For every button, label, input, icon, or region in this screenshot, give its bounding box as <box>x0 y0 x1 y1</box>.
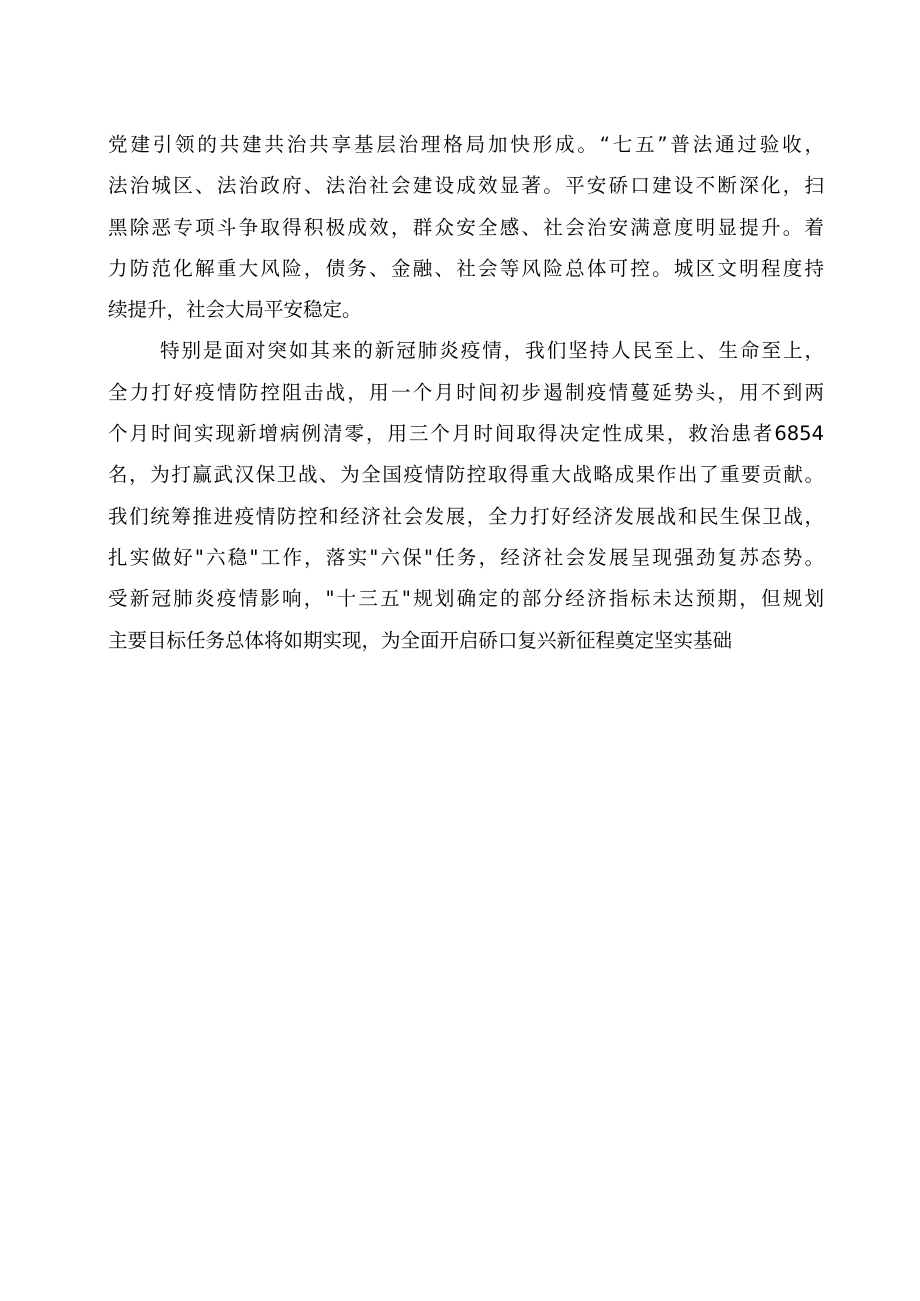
paragraph-2 <box>108 330 824 660</box>
text-line: 全力打好疫情防控阻击战，用一个月时间初步遏制疫情蔓延势头，用不到两 <box>108 380 824 404</box>
text-line: 我们统筹推进疫情防控和经济社会发展，全力打好经济发展战和民生保卫战， <box>108 504 824 528</box>
text-line: 名，为打赢武汉保卫战、为全国疫情防控取得重大战略成果作出了重要贡献。 <box>108 463 824 487</box>
paragraph-1 <box>108 124 824 330</box>
text-line: 党建引领的共建共治共享基层治理格局加快形成。“七五”普法通过验收， <box>108 133 824 156</box>
text-line: 个月时间实现新增病例清零，用三个月时间取得决定性成果，救治患者6854 <box>108 422 824 446</box>
text-line: 特别是面对突如其来的新冠肺炎疫情，我们坚持人民至上、生命至上， <box>160 339 824 363</box>
text-line: 黑除恶专项斗争取得积极成效，群众安全感、社会治安满意度明显提升。着 <box>108 215 824 239</box>
text-line: 力防范化解重大风险，债务、金融、社会等风险总体可控。城区文明程度持 <box>108 256 824 280</box>
text-line: 续提升，社会大局平安稳定。 <box>108 298 362 322</box>
text-line: 法治城区、法治政府、法治社会建设成效显著。平安硚口建设不断深化，扫 <box>108 174 824 198</box>
text-line: 受新冠肺炎疫情影响，"十三五"规划确定的部分经济指标未达预期，但规划 <box>108 587 824 611</box>
text-line: 主要目标任务总体将如期实现，为全面开启硚口复兴新征程奠定坚实基础 <box>108 628 733 652</box>
document-body <box>108 124 824 661</box>
text-line: 扎实做好"六稳"工作，落实"六保"任务，经济社会发展呈现强劲复苏态势。 <box>108 545 824 569</box>
